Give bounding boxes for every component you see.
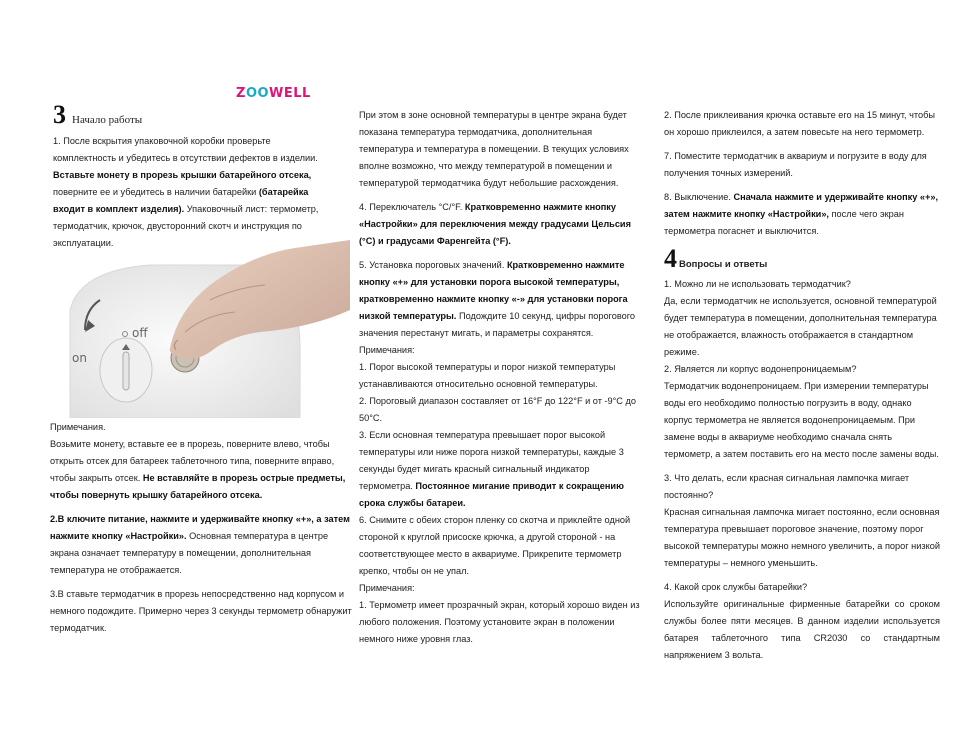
step-5: 5. Установка пороговых значений. Кратковременно нажмите кнопку «+» для установки порога высокой температуры, кратковременно нажмите кнопку «-» для установки порога низкой температуры. Подождите 10 секунд, цифры порогового значения перестанут мигать, и параметры сохранятся.	[359, 260, 635, 338]
intro-paragraph: 1. После вскрытия упаковочной коробки проверьте комплектность и убедитесь в отсутствии дефектов в изделии. Вставьте монету в прорезь крышки батарейного отсека, поверните ее и убедитесь в наличии батарейки (батарейка входит в комплект изделия). Упаковочный лист: термометр, термодатчик, крючок, двусторонний скотч и инструкция по эксплуатации.	[53, 136, 319, 248]
faq-question-2: 2. Является ли корпус водонепроницаемым?	[664, 364, 857, 374]
note-screen: 1. Термометр имеет прозрачный экран, который хорошо виден из любого положения. Поэтому установите экран в положении немного ниже уровня глаз.	[359, 600, 640, 644]
column-1-intro	[53, 133, 335, 252]
section-4-title: Вопросы и ответы	[679, 259, 768, 270]
faq-answer-4: Используйте оригинальные фирменные батарейки со сроком службы более пяти месяцев. В данном изделии используется батарея таблеточного типа CR2030 со стандартным напряжением 3 вольта.	[664, 599, 940, 660]
faq-answer-2: Термодатчик водонепроницаем. При измерении температуры воды его необходимо полностью погрузить в воду, однако корпус термометра не является водонепроницаемым. При замене воды в аквариуме необходимо сначала снять термометр, а затем поставить его на место после замены воды.	[664, 381, 939, 459]
column-2	[359, 107, 641, 648]
step-2: 2.В ключите питание, нажмите и удерживайте кнопку «+», а затем нажмите кнопку «Настройки». Основная температура в центре экрана означает температуру в помещении, дополнительная температура не отображается.	[50, 514, 350, 575]
column-3-top	[664, 107, 940, 240]
section-4-number: 4	[664, 244, 677, 273]
step-7: 7. Поместите термодатчик в аквариум и погрузите в воду для получения точных измерений.	[664, 151, 927, 178]
battery-cover	[100, 338, 152, 402]
brand-logo-text: ZOOWELL	[236, 86, 311, 101]
step-6: 6. Снимите с обеих сторон пленку со скотча и приклейте одной стороной к круглой присоске крючка, а другой стороной - на соответствующее место в аквариуме. Прикрепите термометр крепко, чтобы он не упал.	[359, 515, 631, 576]
brand-logo-accent: OO	[245, 86, 270, 101]
faq-answer-1: Да, если термодатчик не используется, основной температурой будет температура в помещении, дополнительная температура не отображается, влажность отображается в стандартном режиме.	[664, 296, 937, 357]
faq-question-1: 1. Можно ли не использовать термодатчик?	[664, 279, 851, 289]
step-8: 8. Выключение. Сначала нажмите и удерживайте кнопку «+», затем нажмите кнопку «Настройки», после чего экран термометра погаснет и выключится.	[664, 192, 939, 236]
section-3-number: 3	[53, 100, 66, 129]
column-1-notes	[50, 419, 355, 637]
note-3: 3. Если основная температура превышает порог высокой температуры или ниже порога низкой температуры, каждые 3 секунды будет мигать красный сигнальный индикатор термометра. Постоянное мигание приводит к сокращению срока службы батареи.	[359, 430, 624, 508]
faq-question-3: 3. Что делать, если красная сигнальная лампочка мигает постоянно?	[664, 473, 910, 500]
battery-cover-photo	[60, 240, 350, 418]
step-3: 3.В ставьте термодатчик в прорезь непосредственно над корпусом и немного подождите. Примерно через 3 секунды термометр обнаружит термодатчик.	[50, 589, 352, 633]
column-3-faq	[664, 276, 940, 664]
step-4: 4. Переключатель °C/°F. Кратковременно нажмите кнопку «Настройки» для переключения между градусами Цельсия (°C) и градусами Фаренгейта (°F).	[359, 202, 631, 246]
notes2-title: Примечания:	[359, 583, 415, 593]
paragraph-sensor-temp: При этом в зоне основной температуры в центре экрана будет показана температура термодатчика, дополнительная температура и температура в помещении. В текущих условиях вполне возможно, что между температурой в помещении и температурой термодатчика будут небольшие расхождения.	[359, 110, 629, 188]
off-label: off	[132, 326, 148, 340]
section-4-heading	[664, 244, 767, 274]
section-3-heading	[53, 100, 142, 130]
notes-title: Примечания:	[359, 345, 415, 355]
faq-answer-3: Красная сигнальная лампочка мигает постоянно, если основная температура превышает пороговое значение, поэтому порог высокой температуры можно немного увеличить, а порог низкой температуры – немного уменьшить.	[664, 507, 940, 568]
note-title: Примечания.	[50, 422, 106, 432]
on-label: on	[72, 351, 87, 365]
note-2: 2. Пороговый диапазон составляет от 16°F до 122°F и от -9°C до 50°C.	[359, 396, 636, 423]
faq-question-4: 4. Какой срок службы батарейки?	[664, 582, 808, 592]
section-3-title: Начало работы	[72, 114, 143, 126]
note-text: Возьмите монету, вставьте ее в прорезь, поверните влево, чтобы открыть отсек для батареек таблеточного типа, поверните вправо, чтобы закрыть отсек. Не вставляйте в прорезь острые предметы, чтобы повернуть крышку батарейного отсека.	[50, 439, 346, 500]
note-1: 1. Порог высокой температуры и порог низкой температуры устанавливаются относительно основной температуры.	[359, 362, 616, 389]
hook-paragraph: 2. После приклеивания крючка оставьте его на 15 минут, чтобы он хорошо приклеился, а затем повесьте на него термометр.	[664, 110, 935, 137]
brand-logo	[236, 86, 311, 101]
